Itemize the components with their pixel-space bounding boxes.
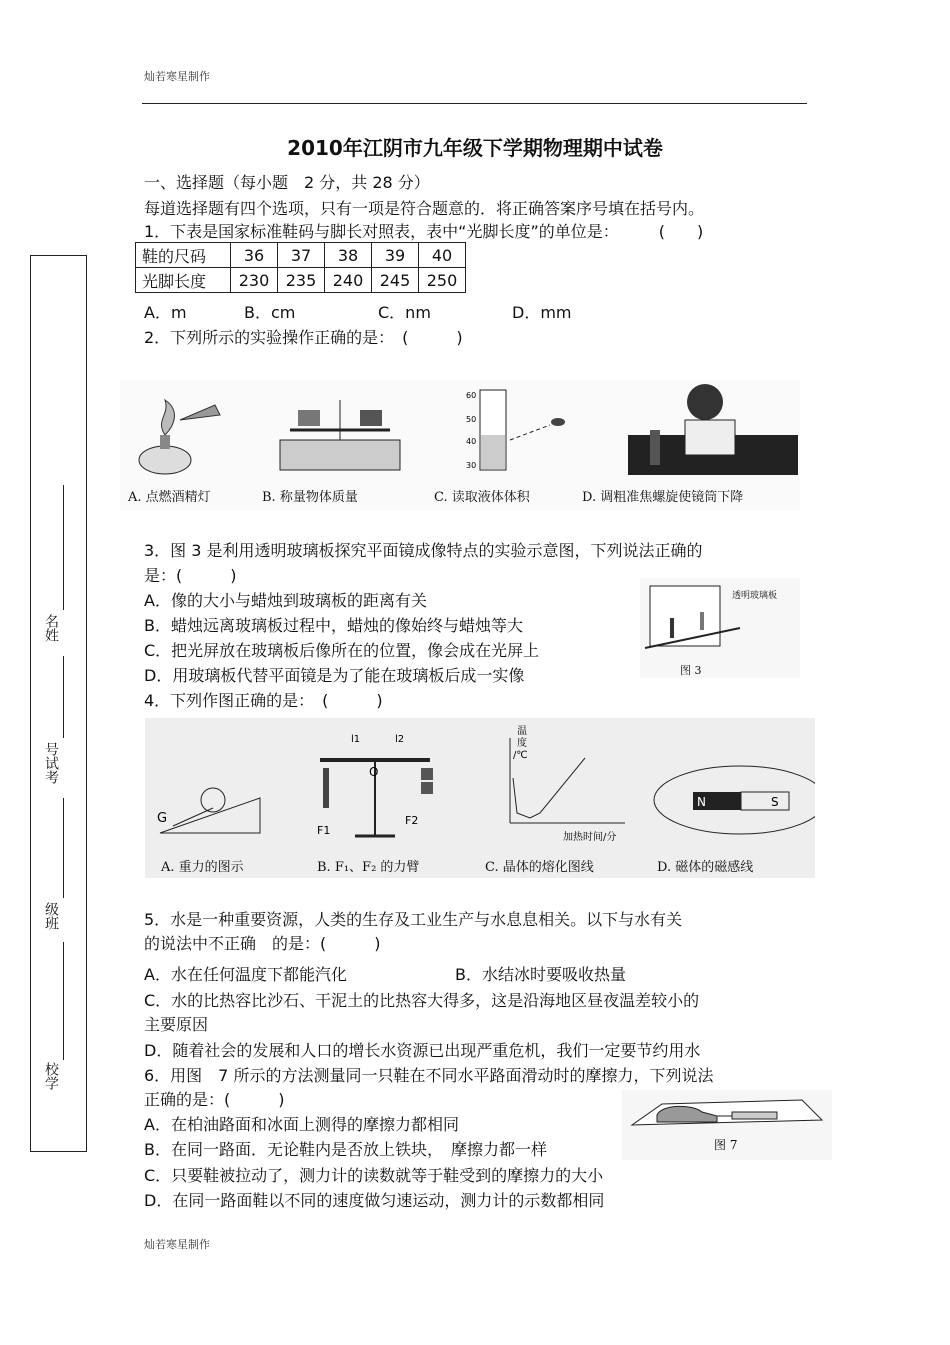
q4-diagrams <box>145 718 815 878</box>
binding-margin <box>30 255 87 1152</box>
table-cell: 37 <box>278 243 325 268</box>
q5-stem: 5．水是一种重要资源，人类的生存及工业生产与水息息相关。以下与水有关 <box>144 910 683 929</box>
sidebar-label-school: 校学 <box>43 1062 59 1090</box>
q6-option-a: A．在柏油路面和冰面上测得的摩擦力都相同 <box>144 1115 459 1134</box>
binding-line <box>63 798 64 898</box>
q1-stem: 1．下表是国家标准鞋码与脚长对照表，表中“光脚长度”的单位是： ( ) <box>144 222 704 241</box>
q2-caption-a: A. 点燃酒精灯 <box>128 490 211 505</box>
q4-figure <box>145 718 815 878</box>
q6-stem-cont: 正确的是：( ) <box>144 1090 285 1109</box>
q3-option-d: D．用玻璃板代替平面镜是为了能在玻璃板后成一实像 <box>144 666 525 685</box>
q1-option-d: D．mm <box>512 303 572 322</box>
q1-option-a: A．m <box>144 303 187 322</box>
q3-stem: 3．图 3 是利用透明玻璃板探究平面镜成像特点的实验示意图，下列说法正确的 <box>144 541 703 560</box>
tick-label: 60 <box>466 391 477 400</box>
binding-line <box>63 485 64 610</box>
figure-7 <box>622 1090 832 1160</box>
tick-label: 50 <box>466 415 477 424</box>
melting-graph <box>510 725 625 843</box>
q6-option-d: D．在同一路面鞋以不同的速度做匀速运动，测力计的示数都相同 <box>144 1191 605 1210</box>
incline-diagram <box>157 788 260 833</box>
q3-stem-cont: 是：( ) <box>144 566 237 585</box>
figure-7-caption: 图 7 <box>714 1138 738 1152</box>
q4-caption-a: A. 重力的图示 <box>161 860 244 875</box>
l1-label: l1 <box>351 734 361 745</box>
sidebar-label-exam-no: 号试考 <box>43 742 59 784</box>
figure-3-label: 透明玻璃板 <box>732 591 778 601</box>
section-heading: 一、选择题（每小题 2 分，共 28 分） <box>144 173 430 192</box>
temp-label-3: /℃ <box>513 750 528 761</box>
q3-option-b: B．蜡烛远离玻璃板过程中，蜡烛的像始终与蜡烛等大 <box>144 616 523 635</box>
figure-3 <box>640 578 800 678</box>
f2-label: F2 <box>405 814 419 827</box>
table-cell: 39 <box>372 243 419 268</box>
table-cell: 光脚长度 <box>136 268 231 293</box>
q4-caption-c: C. 晶体的熔化图线 <box>485 860 594 875</box>
q4-caption-d: D. 磁体的磁感线 <box>657 860 754 875</box>
table-cell: 230 <box>231 268 278 293</box>
q2-caption-b: B. 称量物体质量 <box>262 490 358 505</box>
q5-stem-cont: 的说法中不正确 的是：( ) <box>144 934 381 953</box>
cylinder-image <box>466 390 565 470</box>
footer-text: 灿若寒星制作 <box>144 1238 210 1251</box>
tick-label: 40 <box>466 437 477 446</box>
q6-option-b: B．在同一路面．无论鞋内是否放上铁块， 摩擦力都一样 <box>144 1140 547 1159</box>
q5-option-a: A．水在任何温度下都能汽化 <box>144 965 347 984</box>
q5-option-c-cont: 主要原因 <box>144 1015 209 1034</box>
q5-option-c: C．水的比热容比沙石、干泥土的比热容大得多，这是沿海地区昼夜温差较小的 <box>144 991 700 1010</box>
table-row <box>136 268 466 293</box>
table-cell: 240 <box>325 268 372 293</box>
q4-caption-b: B. F₁、F₂ 的力臂 <box>317 860 420 875</box>
tick-label: 30 <box>466 461 477 470</box>
q4-stem: 4．下列作图正确的是： ( ) <box>144 691 383 710</box>
magnet-diagram <box>654 766 815 834</box>
lever-diagram <box>317 734 433 837</box>
binding-line <box>63 942 64 1060</box>
binding-line <box>63 656 64 738</box>
q2-stem: 2．下列所示的实验操作正确的是： ( ) <box>144 328 463 347</box>
q5-option-d: D．随着社会的发展和人口的增长水资源已出现严重危机，我们一定要节约用水 <box>144 1041 701 1060</box>
s-label: S <box>771 795 779 809</box>
table-cell: 36 <box>231 243 278 268</box>
alcohol-lamp-image <box>139 400 220 474</box>
f1-label: F1 <box>317 824 331 837</box>
microscope-image <box>628 384 798 475</box>
table-row <box>136 243 466 268</box>
time-label: 加热时间/分 <box>563 832 617 843</box>
q5-option-b: B．水结冰时要吸收热量 <box>455 965 626 984</box>
table-cell: 245 <box>372 268 419 293</box>
balance-image <box>280 400 400 470</box>
header-rule <box>142 103 807 104</box>
temp-label-2: 度 <box>517 738 527 749</box>
o-label: O <box>369 765 379 779</box>
l2-label: l2 <box>395 734 405 745</box>
n-label: N <box>697 795 706 809</box>
table-cell: 鞋的尺码 <box>136 243 231 268</box>
sidebar-label-class: 级班 <box>43 902 59 930</box>
header-text: 灿若寒星制作 <box>144 70 210 83</box>
q1-option-b: B．cm <box>244 303 296 322</box>
table-cell: 40 <box>419 243 466 268</box>
q6-stem: 6．用图 7 所示的方法测量同一只鞋在不同水平路面滑动时的摩擦力，下列说法 <box>144 1066 714 1085</box>
page-title: 2010年江阴市九年级下学期物理期中试卷 <box>287 136 663 160</box>
q2-figure <box>120 380 800 510</box>
q2-caption-d: D. 调粗准焦螺旋使镜筒下降 <box>582 490 744 505</box>
shoe-size-table <box>135 242 466 293</box>
q2-caption-c: C. 读取液体体积 <box>434 490 530 505</box>
table-cell: 235 <box>278 268 325 293</box>
intro-text: 每道选择题有四个选项，只有一项是符合题意的．将正确答案序号填在括号内。 <box>144 199 705 218</box>
figure-3-caption: 图 3 <box>680 664 702 677</box>
temp-label-1: 温 <box>517 726 527 737</box>
q1-option-c: C．nm <box>378 303 431 322</box>
q3-option-a: A．像的大小与蜡烛到玻璃板的距离有关 <box>144 591 427 610</box>
q6-option-c: C．只要鞋被拉动了，测力计的读数就等于鞋受到的摩擦力的大小 <box>144 1166 604 1185</box>
g-label: G <box>157 811 168 826</box>
table-cell: 250 <box>419 268 466 293</box>
table-cell: 38 <box>325 243 372 268</box>
q3-option-c: C．把光屏放在玻璃板后像所在的位置，像会成在光屏上 <box>144 641 540 660</box>
sidebar-label-name: 名姓 <box>43 614 59 642</box>
